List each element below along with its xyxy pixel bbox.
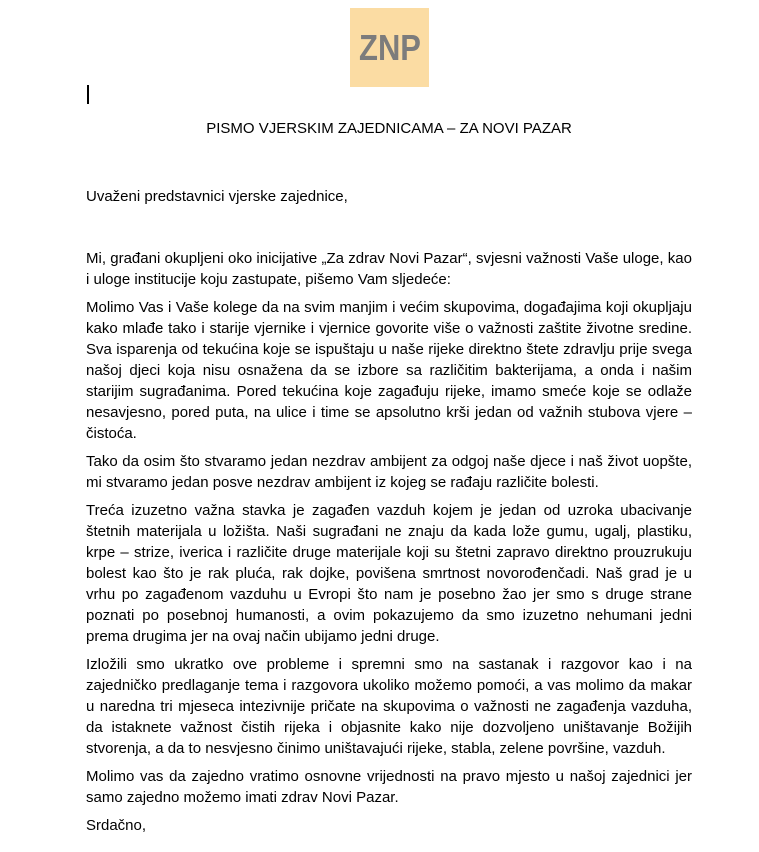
text-cursor [87,85,89,104]
letter-paragraph: Molimo vas da zajedno vratimo osnovne vrijednosti na pravo mjesto u našoj zajednici jer samo zajedno možemo imati zdrav Novi Pazar. [86,768,692,806]
letter-paragraph: Izložili smo ukratko ove probleme i spremni smo na sastanak i razgovor kao i na zajedničko predlaganje tema i razgovora ukoliko možemo pomoći, a vas molimo da makar u naredna tri mjeseca intezivnije pričate na skupovima o važnosti ne zagađenja vazduha, da istaknete važnost čistih rijeka i objasnite kako nije dozvoljeno uništavanje Božijih stvorenja, a da to nesvjesno činimo uništavajući rijeke, stabla, zelene površine, vazduh. [86,656,692,757]
letter-closing: Srdačno, [86,817,147,834]
letter-paragraph: Molimo Vas i Vaše kolege da na svim manjim i većim skupovima, događajima koji okupljaju kako mlađe tako i starije vjernike i vjernice govorite više o važnosti zaštite životne sredine. Sva isparenja od tekućina koje se ispuštaju u naše rijeke direktno štete zdravlju prije svega našoj djeci koja nisu osnažena da se izbore sa različitim bakterijama, a onda i našim starijim sugrađanima. Pored tekućina koje zagađuju rijeke, imamo smeće koje se odlaže nesavjesno, pored puta, na ulice i time se apsolutno krši jedan od važnih stubova vjere – čistoća. [86,299,692,442]
letter-content [86,120,692,836]
letter-paragraph: Treća izuzetno važna stavka je zagađen vazduh kojem je jedan od uzroka ubacivanje štetnih materijala u ložišta. Naši sugrađani ne znaju da kada lože gumu, ugalj, plastiku, krpe – strize, iverica i različite druge materijale koji su štetni zapravo direktno prouzrukuju bolest kao što je rak pluća, rak dojke, povišena smrtnost novorođenčadi. Naš grad je u vrhu po zagađenom vazduhu u Evropi što nam je posebno žao jer smo s druge strane poznati po posebnoj humanosti, a ovim pokazujemo da smo izuzetno nehumani jedni prema drugima jer na ovaj način ubijamo jedni druge. [86,502,692,645]
letter-title: PISMO VJERSKIM ZAJEDNICAMA – ZA NOVI PAZAR [206,120,572,137]
znp-logo [350,8,429,87]
letter-salutation: Uvaženi predstavnici vjerske zajednice, [86,188,348,205]
letter-paragraph: Mi, građani okupljeni oko inicijative „Za zdrav Novi Pazar“, svjesni važnosti Vaše uloge, kao i uloge institucije koju zastupate, pišemo Vam sljedeće: [86,250,692,288]
letter-paragraph: Tako da osim što stvaramo jedan nezdrav ambijent za odgoj naše djece i naš život uopšte, mi stvaramo jedan posve nezdrav ambijent iz kojeg se rađaju različite bolesti. [86,453,692,491]
znp-logo-text: ZNP [358,26,421,68]
